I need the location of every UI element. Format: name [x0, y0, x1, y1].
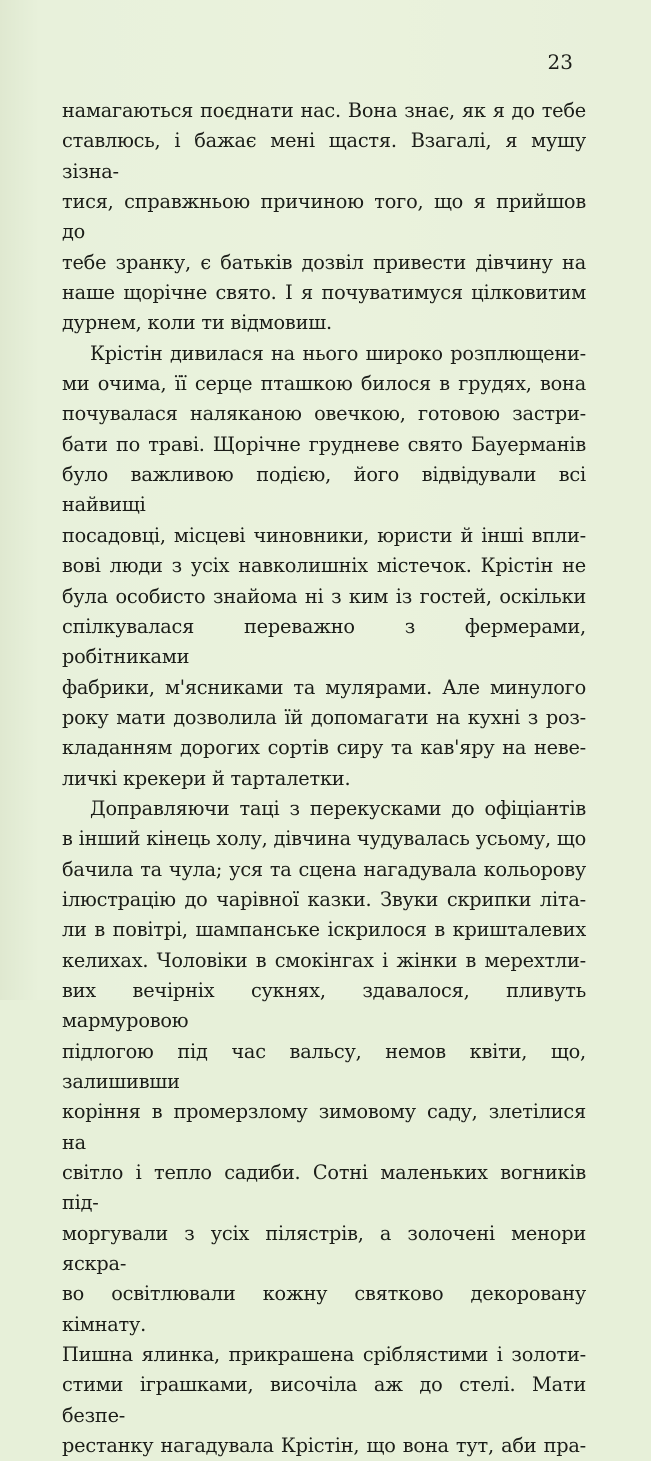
text-line: кладанням дорогих сортів сиру та кав'яру на неве- [62, 736, 586, 760]
text-line: було важливою подією, його відвідували всі найвищі [62, 463, 586, 517]
text-line: рестанку нагадувала Крістін, що вона тут, аби пра- [62, 1434, 586, 1458]
text-line: дурнем, коли ти відмовиш. [62, 311, 332, 335]
text-line: Пишна ялинка, прикрашена сріблястими і золоти- [62, 1343, 586, 1367]
text-line: підлогою під час вальсу, немов квіти, що, залишивши [62, 1039, 586, 1093]
text-line: личкі крекери й тарталетки. [62, 766, 351, 790]
text-line: тися, справжньою причиною того, що я прийшов до [62, 190, 586, 244]
text-line: вих вечірніх сукнях, здавалося, пливуть мармуровою [62, 978, 586, 1033]
text-line: Доправляючи таці з перекусками до офіціантів [90, 796, 586, 820]
text-line: ми очима, її серце пташкою билося в грудях, вона [62, 372, 586, 396]
text-line: ставлюсь, і бажає мені щастя. Взагалі, я мушу зізна- [62, 129, 586, 183]
body-text [62, 96, 586, 1461]
text-line: бати по траві. Щорічне грудневе свято Бауерманів [62, 432, 586, 456]
text-line: наше щорічне свято. І я почуватимуся цілковитим [62, 281, 586, 305]
text-line: посадовці, місцеві чиновники, юристи й інші впли- [62, 523, 586, 547]
text-line: фабрики, м'ясниками та мулярами. Але минулого [62, 675, 586, 699]
text-line: моргували з усіх пілястрів, а золочені менори яскра- [62, 1221, 586, 1276]
text-line: во освітлювали кожну святково декоровану кімнату. [62, 1282, 586, 1336]
text-line: ли в повітрі, шампанське іскрилося в кришталевих [62, 918, 586, 942]
text-line: тебе зранку, є батьків дозвіл привести дівчину на [62, 250, 586, 274]
text-line: вові люди з усіх навколишніх містечок. Крістін не [62, 554, 586, 578]
text-line: намагаються поєднати нас. Вона знає, як я до тебе [62, 99, 586, 122]
text-line: була особисто знайома ні з ким із гостей, оскільки [62, 584, 586, 608]
text-line: ілюстрацію до чарівної казки. Звуки скрипки літа- [62, 887, 586, 911]
text-line: світло і тепло садиби. Сотні маленьких вогників під- [62, 1161, 586, 1215]
text-line: в інший кінець холу, дівчина чудувалась усьому, що [62, 827, 586, 851]
page-number: 23 [547, 50, 573, 74]
text-line: стими іграшками, височіла аж до стелі. Мати безпе- [62, 1373, 586, 1427]
text-line: року мати дозволила їй допомагати на кухні з роз- [62, 705, 586, 729]
text-line: коріння в промерзлому зимовому саду, злетілися на [62, 1100, 586, 1154]
text-line: почувалася наляканою овечкою, готовою застри- [62, 402, 586, 426]
text-line: спілкувалася переважно з фермерами, робітниками [62, 614, 586, 669]
text-line: Крістін дивилася на нього широко розплющени- [90, 341, 586, 365]
text-line: келихах. Чоловіки в смокінгах і жінки в мерехтли- [62, 948, 586, 972]
text-line: бачила та чула; уся та сцена нагадувала кольорову [62, 857, 586, 881]
